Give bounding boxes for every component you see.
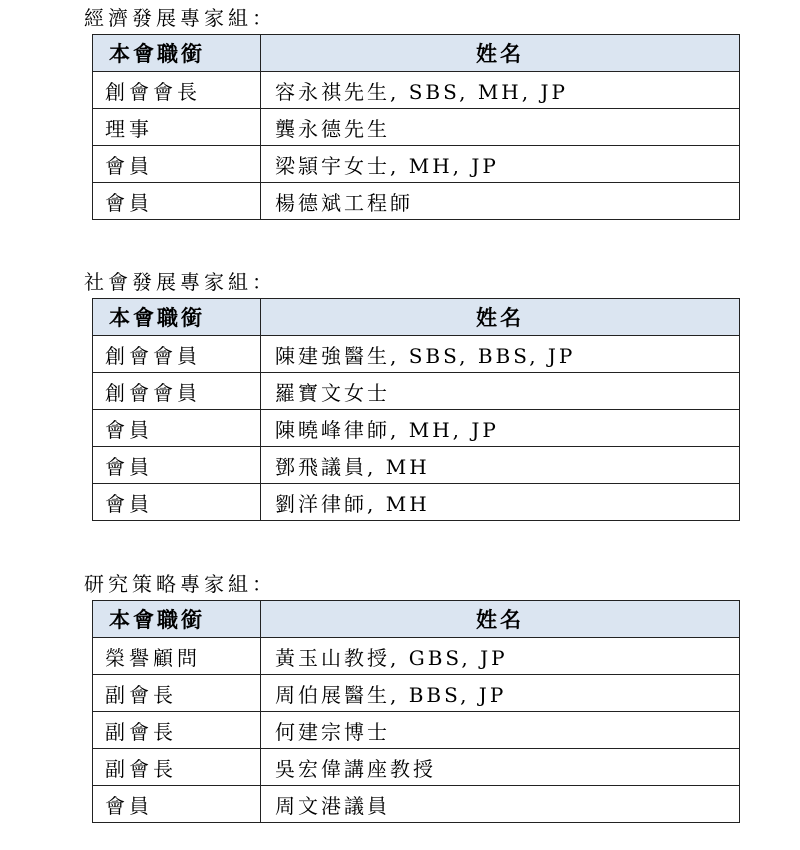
table-row bbox=[93, 72, 740, 109]
table-row bbox=[93, 749, 740, 786]
member-position: 榮譽顧問 bbox=[93, 638, 261, 675]
member-table bbox=[92, 600, 740, 823]
member-position: 會員 bbox=[93, 183, 261, 220]
member-name: 陳曉峰律師, MH, JP bbox=[261, 410, 740, 447]
member-name: 吳宏偉講座教授 bbox=[261, 749, 740, 786]
table-header-row bbox=[93, 299, 740, 336]
header-name: 姓名 bbox=[261, 601, 740, 638]
member-name: 容永祺先生, SBS, MH, JP bbox=[261, 72, 740, 109]
member-name: 陳建強醫生, SBS, BBS, JP bbox=[261, 336, 740, 373]
section-title: 經濟發展專家組： bbox=[84, 6, 276, 30]
member-position: 創會會員 bbox=[93, 336, 261, 373]
section-title: 社會發展專家組： bbox=[84, 270, 276, 294]
member-position: 會員 bbox=[93, 484, 261, 521]
member-name: 楊德斌工程師 bbox=[261, 183, 740, 220]
member-position: 會員 bbox=[93, 146, 261, 183]
member-position: 會員 bbox=[93, 447, 261, 484]
member-position: 會員 bbox=[93, 786, 261, 823]
table-row bbox=[93, 675, 740, 712]
member-name: 羅寶文女士 bbox=[261, 373, 740, 410]
member-position: 創會會員 bbox=[93, 373, 261, 410]
member-name: 何建宗博士 bbox=[261, 712, 740, 749]
member-name: 劉洋律師, MH bbox=[261, 484, 740, 521]
table-row bbox=[93, 373, 740, 410]
member-name: 周文港議員 bbox=[261, 786, 740, 823]
table-row bbox=[93, 183, 740, 220]
header-position: 本會職銜 bbox=[93, 601, 261, 638]
member-position: 副會長 bbox=[93, 712, 261, 749]
header-position: 本會職銜 bbox=[93, 35, 261, 72]
member-name: 周伯展醫生, BBS, JP bbox=[261, 675, 740, 712]
member-position: 創會會長 bbox=[93, 72, 261, 109]
table-row bbox=[93, 109, 740, 146]
member-position: 理事 bbox=[93, 109, 261, 146]
table-row bbox=[93, 712, 740, 749]
table-row bbox=[93, 638, 740, 675]
table-row bbox=[93, 484, 740, 521]
member-name: 梁頴宇女士, MH, JP bbox=[261, 146, 740, 183]
header-name: 姓名 bbox=[261, 35, 740, 72]
header-name: 姓名 bbox=[261, 299, 740, 336]
table-row bbox=[93, 146, 740, 183]
member-name: 龔永德先生 bbox=[261, 109, 740, 146]
table-header-row bbox=[93, 35, 740, 72]
member-position: 副會長 bbox=[93, 675, 261, 712]
section-title: 研究策略專家組： bbox=[84, 572, 276, 596]
member-name: 鄧飛議員, MH bbox=[261, 447, 740, 484]
table-row bbox=[93, 336, 740, 373]
table-row bbox=[93, 447, 740, 484]
member-table bbox=[92, 34, 740, 220]
member-position: 會員 bbox=[93, 410, 261, 447]
member-name: 黃玉山教授, GBS, JP bbox=[261, 638, 740, 675]
member-position: 副會長 bbox=[93, 749, 261, 786]
table-row bbox=[93, 786, 740, 823]
member-table bbox=[92, 298, 740, 521]
header-position: 本會職銜 bbox=[93, 299, 261, 336]
table-row bbox=[93, 410, 740, 447]
table-header-row bbox=[93, 601, 740, 638]
